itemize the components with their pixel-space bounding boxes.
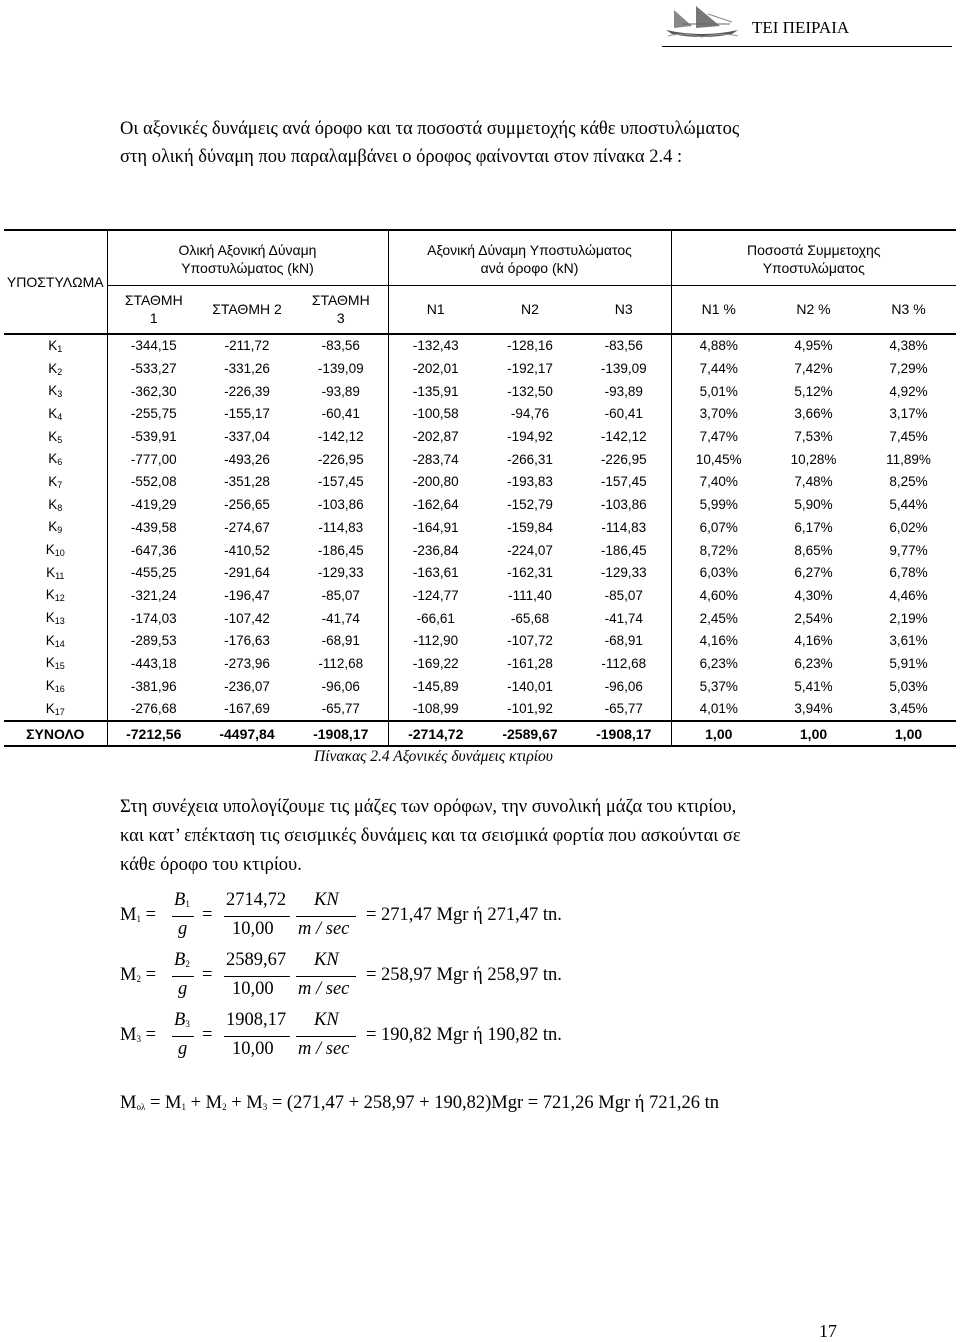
value-cell: -226,95 (294, 448, 388, 471)
value-cell: -159,84 (507, 519, 553, 535)
value-cell: 5,01% (699, 383, 738, 399)
table-row (4, 561, 956, 584)
table-row (4, 334, 956, 358)
value-cell: -41,74 (294, 607, 388, 630)
value-cell: -193,83 (507, 474, 553, 490)
value-cell: 8,72% (699, 542, 738, 558)
value-cell: 5,99% (699, 497, 738, 513)
value-cell: 2,45% (699, 610, 738, 626)
value-cell: -128,16 (507, 338, 553, 354)
value-cell: -107,42 (224, 610, 270, 626)
value-cell: 2,19% (889, 610, 928, 626)
fraction-bar (172, 916, 194, 917)
column-id-cell: $K_{13}$ (4, 607, 107, 630)
equation-mass-symbol: $M_2$ = (120, 965, 157, 985)
equation-weight-symbol: $B_2$ (174, 950, 190, 970)
column-id-cell: $K_{11}$ (4, 561, 107, 584)
total-value-cell: 1,00 (671, 721, 766, 746)
unit-denominator: m / sec (298, 919, 350, 939)
value-cell: -132,43 (412, 338, 459, 354)
unit-denominator: m / sec (298, 979, 350, 999)
value-cell: -493,26 (224, 451, 270, 467)
value-cell: 2,54% (794, 610, 833, 626)
total-label: ΣΥΝΟΛΟ (4, 721, 107, 746)
table-row (4, 380, 956, 403)
value-cell: -68,91 (294, 629, 388, 652)
value-cell: 5,03% (889, 678, 928, 694)
fraction-bar (296, 916, 356, 917)
value-cell: -100,58 (412, 406, 459, 422)
unit-numerator: KN (314, 890, 339, 910)
value-cell: -85,07 (294, 584, 388, 607)
ship-emblem-icon (662, 4, 742, 40)
equals-sign: = (202, 1025, 213, 1045)
column-id-cell: $K_{12}$ (4, 584, 107, 607)
fraction-bar (172, 976, 194, 977)
equation-gravity-symbol: g (178, 979, 188, 999)
paragraph-line: και κατ’ επέκταση τις σεισμικές δυνάμεις και τα σεισμικά φορτία που ασκούνται σε (120, 826, 741, 846)
column-id-cell: $K_4$ (4, 403, 107, 426)
subheader-cell: ΣΤΑΘΜΗ 2 (212, 301, 282, 318)
table-row (4, 425, 956, 448)
value-cell: -439,58 (130, 519, 177, 535)
table-row (4, 698, 956, 722)
value-cell: 4,16% (699, 633, 738, 649)
value-cell: 4,92% (889, 383, 928, 399)
total-value-cell: -7212,56 (107, 721, 200, 746)
column-id-cell: $K_9$ (4, 516, 107, 539)
total-value-cell: 1,00 (766, 721, 861, 746)
equation-weight-symbol: $B_3$ (174, 1010, 190, 1030)
subheader-cell: Ν2 % (796, 301, 831, 318)
value-cell: -443,18 (130, 655, 177, 671)
table-row (4, 539, 956, 562)
value-cell: 7,40% (699, 474, 738, 490)
value-cell: -163,61 (412, 565, 459, 581)
value-cell: -129,33 (294, 561, 388, 584)
column-id-cell: $K_1$ (4, 334, 107, 358)
column-id-cell: $K_6$ (4, 448, 107, 471)
equation-gravity-symbol: g (178, 1039, 188, 1059)
value-cell: 7,53% (794, 429, 833, 445)
total-row (4, 721, 956, 746)
value-cell: 4,16% (794, 633, 833, 649)
value-cell: -60,41 (294, 403, 388, 426)
value-cell: 5,44% (889, 497, 928, 513)
unit-numerator: KN (314, 1010, 339, 1030)
value-cell: 6,23% (699, 655, 738, 671)
header-divider (662, 46, 952, 47)
column-id-cell: $K_{17}$ (4, 698, 107, 722)
value-cell: 4,95% (794, 338, 833, 354)
value-cell: -94,76 (510, 406, 550, 422)
value-cell: -112,68 (577, 652, 671, 675)
value-cell: -155,17 (224, 406, 270, 422)
value-cell: 4,30% (794, 587, 833, 603)
fraction-denominator: 10,00 (232, 1039, 274, 1059)
value-cell: -419,29 (130, 497, 177, 513)
table-row (4, 448, 956, 471)
value-cell: -236,84 (412, 542, 459, 558)
table-caption: Πίνακας 2.4 Αξονικές δυνάμεις κτιρίου (314, 748, 553, 765)
value-cell: 4,46% (889, 587, 928, 603)
value-cell: -321,24 (130, 587, 177, 603)
fraction-numerator: 2714,72 (226, 890, 287, 910)
total-value-cell: -1908,17 (294, 721, 388, 746)
value-cell: 7,44% (699, 361, 738, 377)
value-cell: -647,36 (130, 542, 177, 558)
value-cell: 3,94% (794, 701, 833, 717)
value-cell: -114,83 (577, 516, 671, 539)
equation-result: = 258,97 Mgr ή 258,97 tn. (366, 965, 562, 985)
axial-forces-table (4, 229, 956, 747)
value-cell: 6,07% (699, 519, 738, 535)
value-cell: -226,95 (577, 448, 671, 471)
value-cell: -145,89 (412, 678, 459, 694)
value-cell: -162,64 (412, 497, 459, 513)
header-group-floor-force: Αξονική Δύναμη Υποστυλώματος ανά όροφο (kN) (388, 230, 671, 286)
equals-sign: = (202, 965, 213, 985)
table-row (4, 584, 956, 607)
value-cell: -107,72 (507, 633, 553, 649)
equals-sign: = (202, 905, 213, 925)
value-cell: -129,33 (577, 561, 671, 584)
value-cell: 3,70% (699, 406, 738, 422)
total-value-cell: -2714,72 (388, 721, 483, 746)
fraction-bar (172, 1036, 194, 1037)
value-cell: -139,09 (294, 357, 388, 380)
value-cell: -533,27 (130, 361, 177, 377)
value-cell: 5,12% (794, 383, 833, 399)
value-cell: 4,60% (699, 587, 738, 603)
column-id-cell: $K_{14}$ (4, 629, 107, 652)
value-cell: 4,38% (889, 338, 928, 354)
value-cell: 6,23% (794, 655, 833, 671)
value-cell: -266,31 (507, 451, 553, 467)
value-cell: -174,03 (130, 610, 177, 626)
value-cell: -124,77 (412, 587, 459, 603)
value-cell: -351,28 (224, 474, 270, 490)
value-cell: 6,03% (699, 565, 738, 581)
value-cell: -256,65 (224, 497, 270, 513)
value-cell: 3,61% (889, 633, 928, 649)
fraction-bar (296, 976, 356, 977)
value-cell: -68,91 (577, 629, 671, 652)
value-cell: 7,48% (794, 474, 833, 490)
value-cell: -114,83 (294, 516, 388, 539)
fraction-bar (224, 1036, 290, 1037)
value-cell: -344,15 (130, 338, 177, 354)
paragraph-line: Στη συνέχεια υπολογίζουμε τις μάζες των ορόφων, την συνολική μάζα του κτιρίου, (120, 797, 737, 817)
subheader-cell: ΣΤΑΘΜΗ 1 (124, 292, 183, 327)
value-cell: 7,47% (699, 429, 738, 445)
value-cell: -196,47 (224, 587, 270, 603)
value-cell: 5,90% (794, 497, 833, 513)
value-cell: -83,56 (294, 334, 388, 358)
value-cell: 5,91% (889, 655, 928, 671)
value-cell: -186,45 (577, 539, 671, 562)
value-cell: 7,29% (889, 361, 928, 377)
subheader-cell: Ν3 (577, 286, 671, 334)
value-cell: -255,75 (130, 406, 177, 422)
fraction-numerator: 2589,67 (226, 950, 287, 970)
equation-result: = 271,47 Mgr ή 271,47 tn. (366, 905, 562, 925)
column-id-cell: $K_{15}$ (4, 652, 107, 675)
table-row (4, 493, 956, 516)
value-cell: -142,12 (577, 425, 671, 448)
total-value-cell: 1,00 (861, 721, 956, 746)
value-cell: -236,07 (224, 678, 270, 694)
intro-line: στη ολική δύναμη που παραλαμβάνει ο όροφος φαίνονται στον πίνακα 2.4 : (120, 147, 683, 167)
value-cell: -101,92 (507, 701, 553, 717)
value-cell: -96,06 (577, 675, 671, 698)
fraction-denominator: 10,00 (232, 979, 274, 999)
subheader-cell: Ν3 % (891, 301, 926, 318)
value-cell: -60,41 (577, 403, 671, 426)
value-cell: 8,65% (794, 542, 833, 558)
unit-denominator: m / sec (298, 1039, 350, 1059)
value-cell: -455,25 (130, 565, 177, 581)
value-cell: 6,78% (889, 565, 928, 581)
value-cell: -211,72 (224, 338, 270, 354)
value-cell: 5,37% (699, 678, 738, 694)
value-cell: 3,45% (889, 701, 928, 717)
column-id-cell: $K_5$ (4, 425, 107, 448)
value-cell: -65,77 (294, 698, 388, 722)
header-group-percentage: Ποσοστά Συμμετοχης Υποστυλώματος (671, 230, 956, 286)
value-cell: -66,61 (416, 610, 455, 626)
value-cell: 6,27% (794, 565, 833, 581)
table-row (4, 516, 956, 539)
table-row (4, 629, 956, 652)
value-cell: -202,01 (412, 361, 459, 377)
subheader-cell: Ν1 (426, 301, 445, 318)
value-cell: 6,17% (794, 519, 833, 535)
value-cell: 10,28% (790, 451, 837, 467)
equation-mass-symbol: $M_3$ = (120, 1025, 157, 1045)
value-cell: -283,74 (412, 451, 459, 467)
header-ypostyloma: ΥΠΟΣΤΥΛΩΜΑ (4, 230, 107, 334)
value-cell: -112,68 (294, 652, 388, 675)
value-cell: -111,40 (508, 587, 552, 603)
table-row (4, 403, 956, 426)
value-cell: -96,06 (294, 675, 388, 698)
value-cell: -331,26 (224, 361, 270, 377)
value-cell: -192,17 (507, 361, 553, 377)
value-cell: 4,01% (699, 701, 738, 717)
value-cell: -552,08 (130, 474, 177, 490)
fraction-numerator: 1908,17 (226, 1010, 287, 1030)
header-group-total-force: Ολική Αξονική Δύναμη Υποστυλώματος (kN) (107, 230, 388, 286)
subheader-cell: ΣΤΑΘΜΗ 3 (294, 286, 388, 334)
fraction-bar (296, 1036, 356, 1037)
value-cell: -539,91 (130, 429, 177, 445)
value-cell: 7,45% (889, 429, 928, 445)
value-cell: -93,89 (294, 380, 388, 403)
page-number: 17 (819, 1321, 837, 1341)
intro-line: Οι αξονικές δυνάμεις ανά όροφο και τα ποσοστά συμμετοχής κάθε υποστυλώματος (120, 119, 740, 139)
value-cell: -108,99 (412, 701, 459, 717)
column-id-cell: $K_{16}$ (4, 675, 107, 698)
body-paragraph (120, 793, 860, 880)
table-row (4, 607, 956, 630)
value-cell: -152,79 (507, 497, 553, 513)
column-id-cell: $K_2$ (4, 357, 107, 380)
value-cell: -276,68 (130, 701, 177, 717)
value-cell: 7,42% (794, 361, 833, 377)
value-cell: -65,68 (510, 610, 550, 626)
table-row (4, 357, 956, 380)
table-row (4, 471, 956, 494)
value-cell: 11,89% (886, 451, 931, 467)
column-id-cell: $K_3$ (4, 380, 107, 403)
value-cell: -194,92 (507, 429, 553, 445)
value-cell: -139,09 (577, 357, 671, 380)
table-row (4, 675, 956, 698)
value-cell: -41,74 (577, 607, 671, 630)
subheader-cell: Ν1 % (701, 301, 736, 318)
value-cell: 3,66% (794, 406, 833, 422)
total-mass-equation: $M_{o\lambda} = M_1 + M_2 + M_3 = (271,47 + 258,97 + 190,82)Mgr = 721,26$ Mgr ή 721,26 tn (120, 1093, 719, 1113)
value-cell: -157,45 (294, 471, 388, 494)
fraction-bar (224, 976, 290, 977)
value-cell: -289,53 (130, 633, 177, 649)
column-id-cell: $K_{10}$ (4, 539, 107, 562)
equation-weight-symbol: $B_1$ (174, 890, 190, 910)
value-cell: -142,12 (294, 425, 388, 448)
value-cell: -65,77 (577, 698, 671, 722)
equation-mass-symbol: $M_1$ = (120, 905, 157, 925)
value-cell: -83,56 (577, 334, 671, 358)
value-cell: -135,91 (412, 383, 459, 399)
value-cell: 9,77% (889, 542, 928, 558)
value-cell: -202,87 (412, 429, 459, 445)
fraction-denominator: 10,00 (232, 919, 274, 939)
value-cell: -164,91 (412, 519, 459, 535)
value-cell: -169,22 (412, 655, 459, 671)
value-cell: 8,25% (889, 474, 928, 490)
value-cell: 10,45% (695, 451, 742, 467)
value-cell: -274,67 (224, 519, 270, 535)
table-row (4, 652, 956, 675)
value-cell: 5,41% (794, 678, 833, 694)
value-cell: -200,80 (412, 474, 459, 490)
value-cell: -381,96 (130, 678, 177, 694)
value-cell: -777,00 (130, 451, 177, 467)
total-value-cell: -2589,67 (483, 721, 577, 746)
value-cell: 6,02% (889, 519, 928, 535)
value-cell: -186,45 (294, 539, 388, 562)
value-cell: -291,64 (224, 565, 270, 581)
equation-gravity-symbol: g (178, 919, 188, 939)
value-cell: -176,63 (224, 633, 270, 649)
value-cell: -93,89 (577, 380, 671, 403)
value-cell: 3,17% (889, 406, 928, 422)
unit-numerator: KN (314, 950, 339, 970)
column-id-cell: $K_7$ (4, 471, 107, 494)
institution-name: ΤΕΙ ΠΕΙΡΑΙΑ (752, 18, 850, 37)
value-cell: -161,28 (507, 655, 553, 671)
total-value-cell: -1908,17 (577, 721, 671, 746)
paragraph-line: κάθε όροφο του κτιρίου. (120, 855, 302, 875)
value-cell: -103,86 (577, 493, 671, 516)
value-cell: -162,31 (507, 565, 553, 581)
equation-result: = 190,82 Mgr ή 190,82 tn. (366, 1025, 562, 1045)
value-cell: -337,04 (224, 429, 270, 445)
value-cell: -410,52 (224, 542, 270, 558)
value-cell: 4,88% (699, 338, 738, 354)
fraction-bar (224, 916, 290, 917)
value-cell: -226,39 (224, 383, 270, 399)
subheader-cell: Ν2 (521, 301, 539, 318)
total-value-cell: -4497,84 (200, 721, 294, 746)
value-cell: -132,50 (507, 383, 553, 399)
column-id-cell: $K_8$ (4, 493, 107, 516)
value-cell: -85,07 (577, 584, 671, 607)
value-cell: -112,90 (413, 633, 459, 649)
value-cell: -140,01 (507, 678, 553, 694)
value-cell: -362,30 (130, 383, 177, 399)
value-cell: -224,07 (507, 542, 553, 558)
value-cell: -157,45 (577, 471, 671, 494)
value-cell: -273,96 (224, 655, 270, 671)
value-cell: -103,86 (294, 493, 388, 516)
intro-paragraph (120, 115, 860, 171)
value-cell: -167,69 (224, 701, 270, 717)
